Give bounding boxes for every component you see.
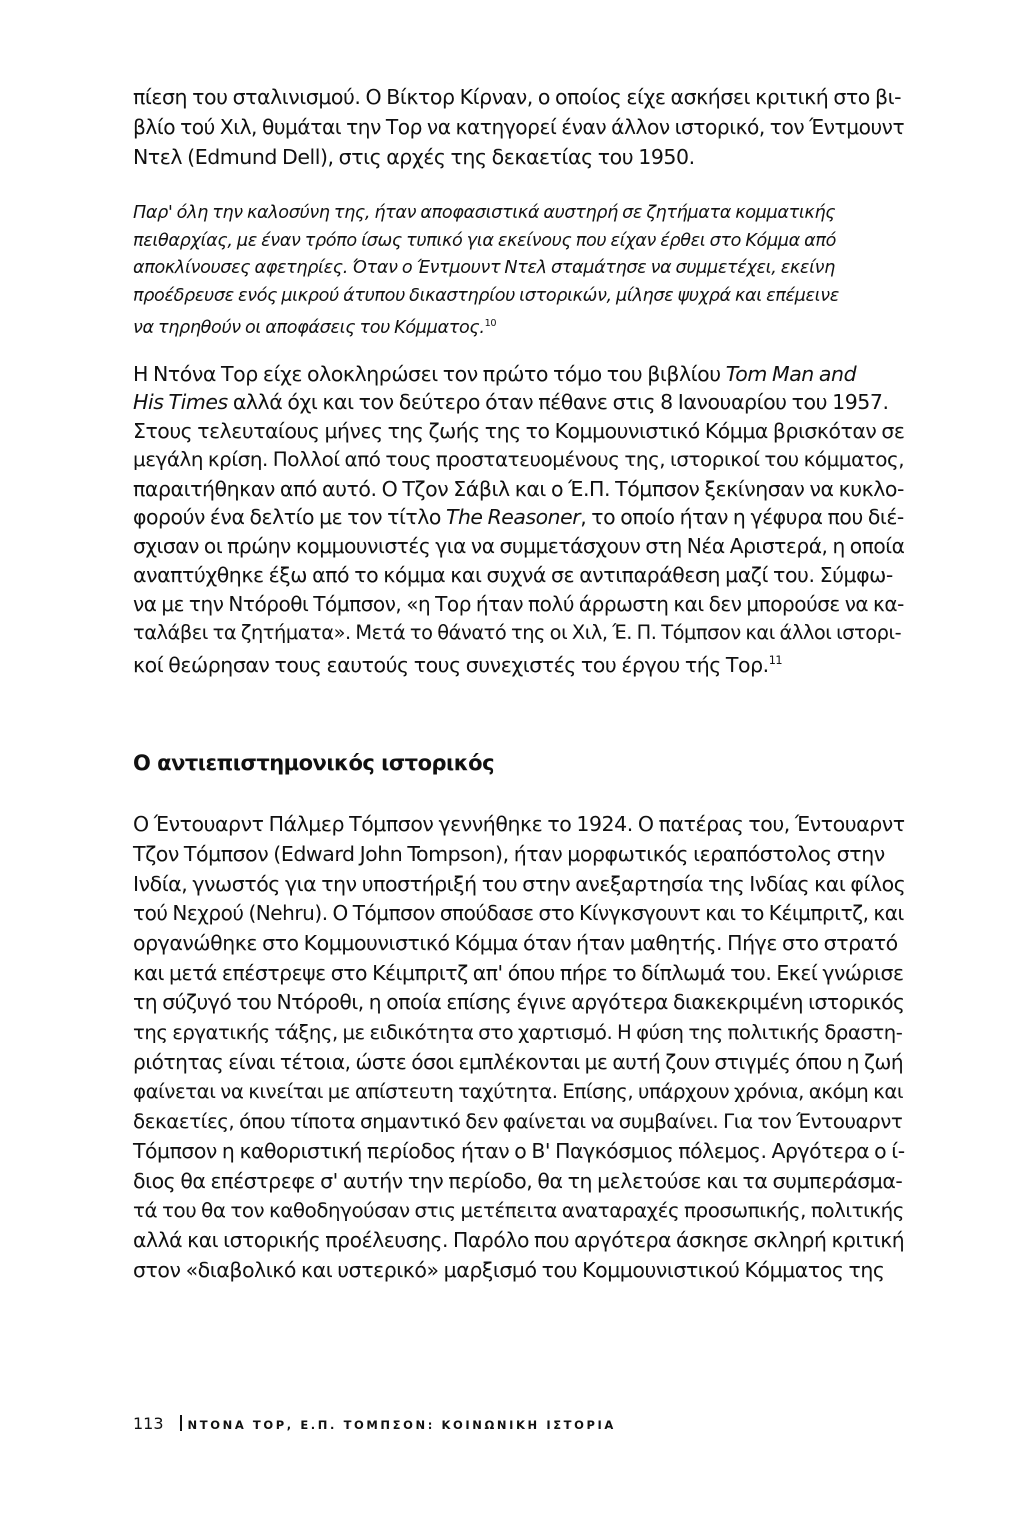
text-line: βλίο τού Χιλ, θυμάται την Τορ να κατηγορεί έναν άλλον ιστορικό, τον Έντμουντ [133,115,905,139]
text-line: διος θα επέστρεφε σ' αυτήν την περίοδο, θα τη μελετούσε και τα συμπεράσμα- [133,1168,903,1193]
text-line [133,503,905,532]
block-quote [133,200,905,338]
book-title: His Times [133,390,228,415]
text-line: φαίνεται να κινείται με απίστευτη ταχύτητα. Επίσης, υπάρχουν χρόνια, ακόμη και [133,1080,904,1104]
text-line: τά του θα τον καθοδηγούσαν στις μετέπειτα αναταραχές προσωπικής, πολιτικής [133,1199,904,1223]
text-line: τού Νεχρού (Nehru). Ο Τόμπσον σπούδασε στο Κίνγκσγουντ και το Κέιμπριτζ, και [133,901,904,926]
footnote-marker: 11 [768,654,783,668]
text-line: ριότητας είναι τέτοια, ώστε όσοι εμπλέκονται με αυτή ζουν στιγμές όπου η ζωή [133,1049,904,1074]
text-line: τη σύζυγό του Ντόροθι, η οποία επίσης έγινε αργότερα διακεκριμένη ιστορικός [133,990,905,1015]
quote-line: Παρ' όλη την καλοσύνη της, ήταν αποφασιστικά αυστηρή σε ζητήματα κομματικής [133,203,836,223]
page-number: 113 [133,1414,164,1433]
paragraph-intro [133,82,905,172]
paragraph-tor-death [133,360,905,677]
text-line [133,388,905,417]
text-line [133,647,905,676]
text-line: Τόμπσον η καθοριστική περίοδος ήταν ο Β' Παγκόσμιος πόλεμος. Αργότερα ο ί- [133,1138,905,1163]
quote-line: προέδρευσε ενός μικρού άτυπου δικαστηρίου ιστορικών, μίλησε ψυχρά και επέμεινε [133,285,839,306]
paragraph-thompson [133,810,905,1285]
text-line: στον «διαβολικό και υστερικό» μαρξισμό του Κομμουνιστικού Κόμματος της [133,1257,885,1282]
text-line: μεγάλη κρίση. Πολλοί από τους προστατευομένους της, ιστορικοί του κόμματος, [133,447,905,471]
page-body [133,82,905,1285]
text-segment: Η Ντόνα Τορ είχε ολοκληρώσει τον πρώτο τόμο του βιβλίου [133,361,726,386]
text-segment: φορούν ένα δελτίο με τον τίτλο [133,505,446,530]
text-line: αλλά και ιστορικής προέλευσης. Παρόλο που αργότερα άσκησε σκληρή κριτική [133,1227,905,1252]
text-line: Ο Έντουαρντ Πάλμερ Τόμπσον γεννήθηκε το 1924. Ο πατέρας του, Έντουαρντ [133,812,905,837]
text-line: Τζον Τόμπσον (Edward John Tompson), ήταν μορφωτικός ιεραπόστολος στην [133,841,885,866]
text-line: πίεση του σταλινισμού. Ο Βίκτορ Κίρναν, ο οποίος είχε ασκήσει κριτική στο βι- [133,85,902,109]
section-heading: Ο αντιεπιστημονικός ιστορικός [133,751,495,776]
footnote-marker: 10 [484,318,497,329]
text-line: αναπτύχθηκε έξω από το κόμμα και συχνά σε αντιπαράθεση μαζί του. Σύμφω- [133,563,893,588]
text-line: ταλάβει τα ζητήματα». Μετά το θάνατό της οι Χιλ, Έ. Π. Τόμπσον και άλλοι ιστορι- [133,620,902,644]
quote-line [133,310,905,338]
book-title: Tom Man and [725,361,857,386]
text-line: σχισαν οι πρώην κομμουνιστές για να συμμετάσχουν στη Νέα Αριστερά, η οποία [133,534,905,559]
footer-divider [180,1415,182,1431]
text-line: Ντελ (Edmund Dell), στις αρχές της δεκαετίας του 1950. [133,145,695,169]
running-head: ΝΤΟΝΑ ΤΟΡ, Ε.Π. ΤΟΜΠΣΟΝ: ΚΟΙΝΩΝΙΚΗ ΙΣΤΟΡΙΑ [187,1418,616,1432]
text-line: να με την Ντόροθι Τόμπσον, «η Τορ ήταν πολύ άρρωστη και δεν μπορούσε να κα- [133,591,904,616]
text-line: δεκαετίες, όπου τίποτα σημαντικό δεν φαίνεται να συμβαίνει. Για τον Έντουαρντ [133,1110,903,1134]
text-line: και μετά επέστρεψε στο Κέιμπριτζ απ' όπου πήρε το δίπλωμά του. Εκεί γνώρισε [133,960,904,985]
text-segment: , το οποίο ήταν η γέφυρα που διέ- [580,505,904,530]
text-line [133,360,905,389]
text-line: της εργατικής τάξης, με ειδικότητα στο χαρτισμό. Η φύση της πολιτικής δραστη- [133,1021,903,1045]
quote-line: πειθαρχίας, με έναν τρόπο ίσως τυπικό για εκείνους που είχαν έρθει στο Κόμμα από [133,230,837,251]
text-line: Στους τελευταίους μήνες της ζωής της το Κομμουνιστικό Κόμμα βρισκόταν σε [133,419,905,444]
text-line: οργανώθηκε στο Κομμουνιστικό Κόμμα όταν ήταν μαθητής. Πήγε στο στρατό [133,931,898,956]
text-line: παραιτήθηκαν από αυτό. Ο Τζον Σάβιλ και ο Έ.Π. Τόμπσον ξεκίνησαν να κυκλο- [133,476,904,501]
page-footer [133,1414,616,1435]
text-line: Ινδία, γνωστός για την υποστήριξή του στην ανεξαρτησία της Ινδίας και φίλος [133,871,906,896]
quote-text: να τηρηθούν οι αποφάσεις του Κόμματος. [133,317,485,338]
text-segment: αλλά όχι και τον δεύτερο όταν πέθανε στις 8 Ιανουαρίου του 1957. [227,390,889,415]
quote-line: αποκλίνουσες αφετηρίες. Όταν ο Έντμουντ Ντελ σταμάτησε να συμμετέχει, εκείνη [133,258,835,278]
text-segment: κοί θεώρησαν τους εαυτούς τους συνεχιστές του έργου τής Τορ. [133,653,769,678]
bulletin-title: The Reasoner [445,505,581,530]
